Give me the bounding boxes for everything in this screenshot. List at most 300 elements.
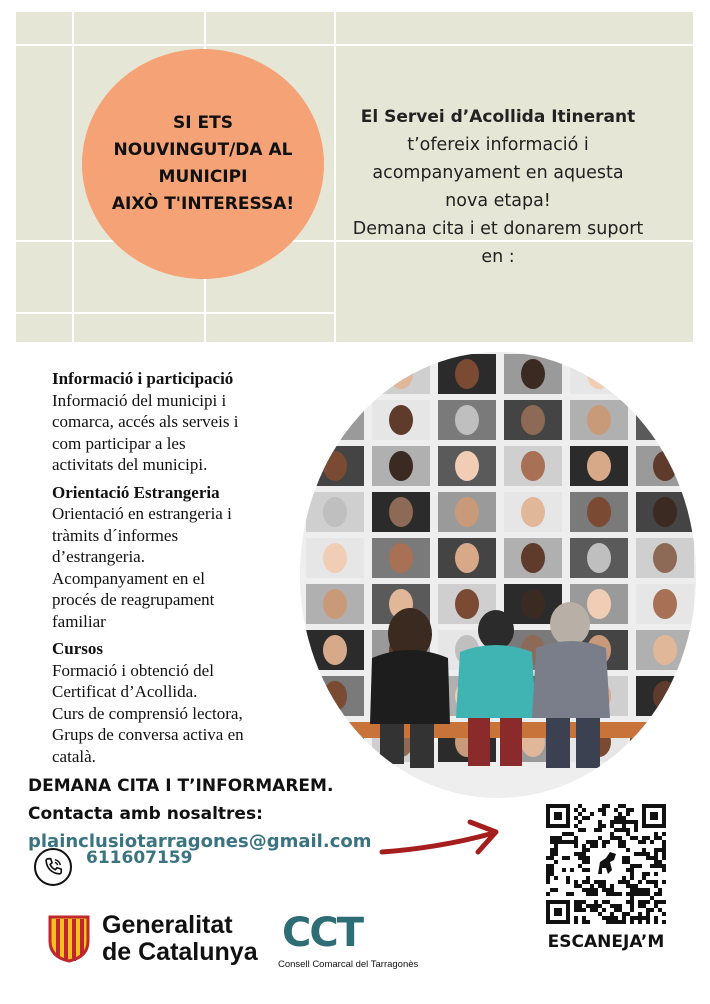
headline-circle [82,49,324,279]
qr-module [626,884,630,888]
qr-module [582,828,586,832]
qr-module [550,856,554,860]
section-info [52,368,302,476]
cct-logo-mark [278,912,398,952]
portrait-face [323,589,347,619]
qr-module [574,836,578,840]
qr-module [630,900,634,904]
qr-module [630,888,634,892]
qr-module [618,828,622,832]
generalitat-logo [48,912,258,966]
qr-module [582,808,586,812]
qr-module [658,860,662,864]
qr-module [622,820,626,824]
qr-module [602,840,606,844]
qr-module [618,836,622,840]
section-line: Orientació en estrangeria i [52,504,232,523]
qr-module [602,844,606,848]
qr-module [654,836,658,840]
qr-module [626,880,630,884]
qr-module [630,904,634,908]
intro-line: t’ofereix informació i [407,135,589,155]
qr-module [590,908,594,912]
portrait-face [521,451,545,481]
qr-module [602,908,606,912]
qr-module [594,880,598,884]
qr-module [630,868,634,872]
qr-module [622,860,626,864]
qr-module [646,852,650,856]
qr-module [630,820,634,824]
qr-module [554,836,558,840]
qr-module [626,828,630,832]
phone-row [34,848,192,886]
qr-module [626,868,630,872]
qr-module [602,824,606,828]
qr-module [594,828,598,832]
qr-module [622,880,626,884]
qr-module [550,840,554,844]
qr-module [654,856,658,860]
qr-module [594,908,598,912]
portrait-face [653,405,677,435]
qr-module [622,844,626,848]
qr-module [610,888,614,892]
qr-module [654,904,658,908]
qr-module [554,876,558,880]
qr-module [630,896,634,900]
portrait-face [323,727,347,757]
qr-module [618,908,622,912]
qr-module [578,804,582,808]
cct-logo [278,912,438,970]
qr-module [602,880,606,884]
qr-module [618,920,622,924]
qr-module [594,844,598,848]
qr-module [622,816,626,820]
qr-module [554,844,558,848]
qr-module [562,856,566,860]
portrait-face [389,497,413,527]
qr-module [626,848,630,852]
qr-module [610,824,614,828]
phone-icon [34,848,72,886]
qr-module [594,892,598,896]
qr-module [662,832,666,836]
qr-module [654,852,658,856]
qr-module [586,888,590,892]
qr-module [662,920,666,924]
qr-module [614,816,618,820]
qr-module [642,836,646,840]
qr-module [586,856,590,860]
scan-label: ESCANEJA’M [547,932,665,952]
qr-module [630,864,634,868]
qr-module [554,840,558,844]
qr-module [606,920,610,924]
qr-module [578,828,582,832]
qr-module [626,900,630,904]
qr-module [574,908,578,912]
headline-line: AIXÒ T'INTERESSA! [111,194,295,214]
qr-module [630,808,634,812]
portrait-face [587,405,611,435]
qr-module [570,832,574,836]
section-line: procés de reagrupament [52,590,215,609]
qr-module [606,900,610,904]
portrait-face [389,543,413,573]
qr-module [546,892,550,896]
qr-module [586,840,590,844]
qr-module [550,868,554,872]
qr-module [590,892,594,896]
qr-module [594,840,598,844]
qr-module [570,840,574,844]
qr-module [630,836,634,840]
qr-module [598,836,602,840]
section-line: Acompanyament en el [52,568,205,588]
qr-module [610,892,614,896]
generalitat-line: de Catalunya [102,938,258,966]
portrait-face [389,451,413,481]
qr-module [574,824,578,828]
qr-module [586,920,590,924]
qr-module [622,804,626,808]
qr-module [638,880,642,884]
qr-module [578,856,582,860]
qr-module [574,880,578,884]
section-heading: Informació i participació [52,369,234,388]
qr-module [638,912,642,916]
qr-module [642,916,646,920]
qr-module [554,860,558,864]
qr-module [646,908,650,912]
cct-full-name: Consell Comarcal del Tarragonès [278,959,419,970]
qr-module [642,904,646,908]
qr-module [602,884,606,888]
section-line: d’estrangeria. [52,547,145,566]
qr-module [662,900,666,904]
portrait-face [323,405,347,435]
qr-module [614,828,618,832]
qr-module [598,824,602,828]
qr-module [646,856,650,860]
qr-module [646,836,650,840]
qr-module [606,888,610,892]
portraits-collage-illustration [300,352,696,798]
qr-module [602,804,606,808]
portraits-photo [300,352,696,798]
portrait-face [323,635,347,665]
qr-module [662,868,666,872]
qr-module [562,840,566,844]
section-line: com participar a les [52,433,186,453]
qr-module [618,880,622,884]
qr-module [646,900,650,904]
portrait-face [389,359,413,389]
portrait-face [653,497,677,527]
qr-module [602,916,606,920]
section-line: Curs de comprensió lectora, [52,703,243,723]
arrow-right-icon [378,812,508,862]
portrait-face [587,451,611,481]
qr-module [590,840,594,844]
qr-module [598,828,602,832]
portrait-face [521,543,545,573]
intro-line: en : [481,247,515,267]
portrait-face [323,359,347,389]
qr-module [590,904,594,908]
qr-module [606,840,610,844]
qr-module [638,840,642,844]
qr-module [642,876,646,880]
qr-module [614,920,618,924]
qr-module [582,908,586,912]
qr-module [550,864,554,868]
qr-module [578,812,582,816]
qr-module [638,888,642,892]
section-heading: Cursos [52,639,104,658]
qr-module [658,900,662,904]
qr-module [578,852,582,856]
qr-module [574,844,578,848]
qr-module [558,840,562,844]
portrait-face [455,359,479,389]
qr-module [630,876,634,880]
qr-module [582,900,586,904]
qr-module [582,920,586,924]
qr-module [622,824,626,828]
qr-module [602,808,606,812]
qr-code[interactable] [546,804,666,924]
headline-line: SI ETS [173,113,233,133]
qr-module [618,812,622,816]
section-foreigners [52,482,302,633]
qr-module [654,860,658,864]
qr-module [626,812,630,816]
qr-module [618,904,622,908]
portrait-tile [636,354,694,394]
qr-module [586,876,590,880]
qr-module [614,820,618,824]
qr-module [654,892,658,896]
qr-module [638,900,642,904]
qr-module [546,856,550,860]
qr-module [614,904,618,908]
qr-module [606,916,610,920]
qr-module [618,892,622,896]
qr-module [582,852,586,856]
qr-module [658,908,662,912]
qr-module [582,880,586,884]
portrait-face [521,405,545,435]
qr-module [622,828,626,832]
qr-module [634,836,638,840]
section-line: Grups de conversa activa en [52,725,244,744]
qr-module [646,892,650,896]
qr-module [662,856,666,860]
qr-module [630,872,634,876]
qr-module [546,872,550,876]
qr-module [622,840,626,844]
qr-module [654,884,658,888]
qr-module [646,912,650,916]
qr-module [654,916,658,920]
qr-module [606,892,610,896]
qr-module [654,848,658,852]
portrait-face [587,589,611,619]
qr-module [550,872,554,876]
qr-module [626,832,630,836]
qr-module [650,864,654,868]
portrait-face [653,635,677,665]
phone-number[interactable]: 611607159 [86,848,193,868]
headline-line: NOUVINGUT/DA AL [113,140,293,160]
services-list [52,368,302,773]
qr-module [586,880,590,884]
email-link[interactable]: plainclusiotarragones@gmail.com [28,831,372,852]
intro-line: Demana cita i et donarem suport [352,219,644,239]
qr-module [598,912,602,916]
qr-module [562,868,566,872]
qr-module [646,880,650,884]
qr-module [650,880,654,884]
qr-module [598,884,602,888]
qr-module [610,920,614,924]
qr-module [586,848,590,852]
qr-module [630,916,634,920]
section-line: Informació del municipi i [52,390,227,410]
qr-module [582,856,586,860]
qr-module [642,852,646,856]
qr-module [598,880,602,884]
qr-module [574,904,578,908]
headline-line: MUNICIPI [158,167,248,187]
qr-module [594,904,598,908]
qr-module [662,844,666,848]
qr-module [598,820,602,824]
qr-module [662,840,666,844]
qr-module [626,912,630,916]
qr-module [618,840,622,844]
contact-label: Contacta amb nosaltres: [28,804,263,824]
qr-module [662,848,666,852]
portrait-face [323,497,347,527]
portrait-face [521,359,545,389]
qr-module [610,912,614,916]
qr-module [638,864,642,868]
qr-module [550,888,554,892]
section-line: Formació i obtenció del [52,660,214,680]
qr-module [614,808,618,812]
qr-module [610,836,614,840]
qr-module [546,864,550,868]
qr-module [622,856,626,860]
portrait-tile [306,400,364,440]
qr-module [650,896,654,900]
qr-module [566,856,570,860]
service-title: El Servei d’Acollida Itinerant [360,107,636,127]
qr-module [606,804,610,808]
portrait-face [455,497,479,527]
qr-module [610,904,614,908]
intro-line: nova etapa! [445,191,551,211]
qr-module [634,824,638,828]
qr-module [634,864,638,868]
portrait-face [455,543,479,573]
qr-module [554,852,558,856]
qr-module [578,900,582,904]
qr-module [594,900,598,904]
qr-module [618,816,622,820]
qr-module [582,868,586,872]
catalan-flag-shield-icon [48,915,90,963]
portrait-face [389,405,413,435]
section-line: familiar [52,611,106,631]
section-line: català. [52,746,96,766]
qr-module [662,864,666,868]
qr-module [658,864,662,868]
qr-module [546,868,550,872]
qr-module [630,892,634,896]
qr-module [602,900,606,904]
qr-module [578,908,582,912]
qr-module [646,872,650,876]
qr-module [566,876,570,880]
qr-module [554,848,558,852]
qr-module [582,888,586,892]
qr-module [586,860,590,864]
qr-module [554,888,558,892]
qr-module [654,864,658,868]
qr-module [574,920,578,924]
portrait-face [521,497,545,527]
qr-module [638,920,642,924]
qr-module [618,820,622,824]
qr-module [662,852,666,856]
qr-module [658,848,662,852]
portrait-face [653,589,677,619]
portrait-face [323,543,347,573]
qr-module [598,808,602,812]
section-line: comarca, accés als serveis i [52,412,239,431]
contact-block [28,772,372,856]
qr-module [582,816,586,820]
portrait-face [455,405,479,435]
qr-module [546,880,550,884]
qr-module [614,892,618,896]
qr-module [642,848,646,852]
qr-module [602,812,606,816]
qr-module [642,840,646,844]
qr-module [586,868,590,872]
portrait-face [653,681,677,711]
qr-module [650,908,654,912]
generalitat-line: Generalitat [102,911,233,939]
qr-module [634,820,638,824]
qr-module [574,852,578,856]
portrait-face [521,589,545,619]
qr-module [634,888,638,892]
qr-module [622,916,626,920]
portrait-face [653,727,677,757]
qr-module [550,848,554,852]
qr-module [642,892,646,896]
portrait-face [323,451,347,481]
qr-module [590,884,594,888]
qr-module [658,892,662,896]
qr-module [642,872,646,876]
